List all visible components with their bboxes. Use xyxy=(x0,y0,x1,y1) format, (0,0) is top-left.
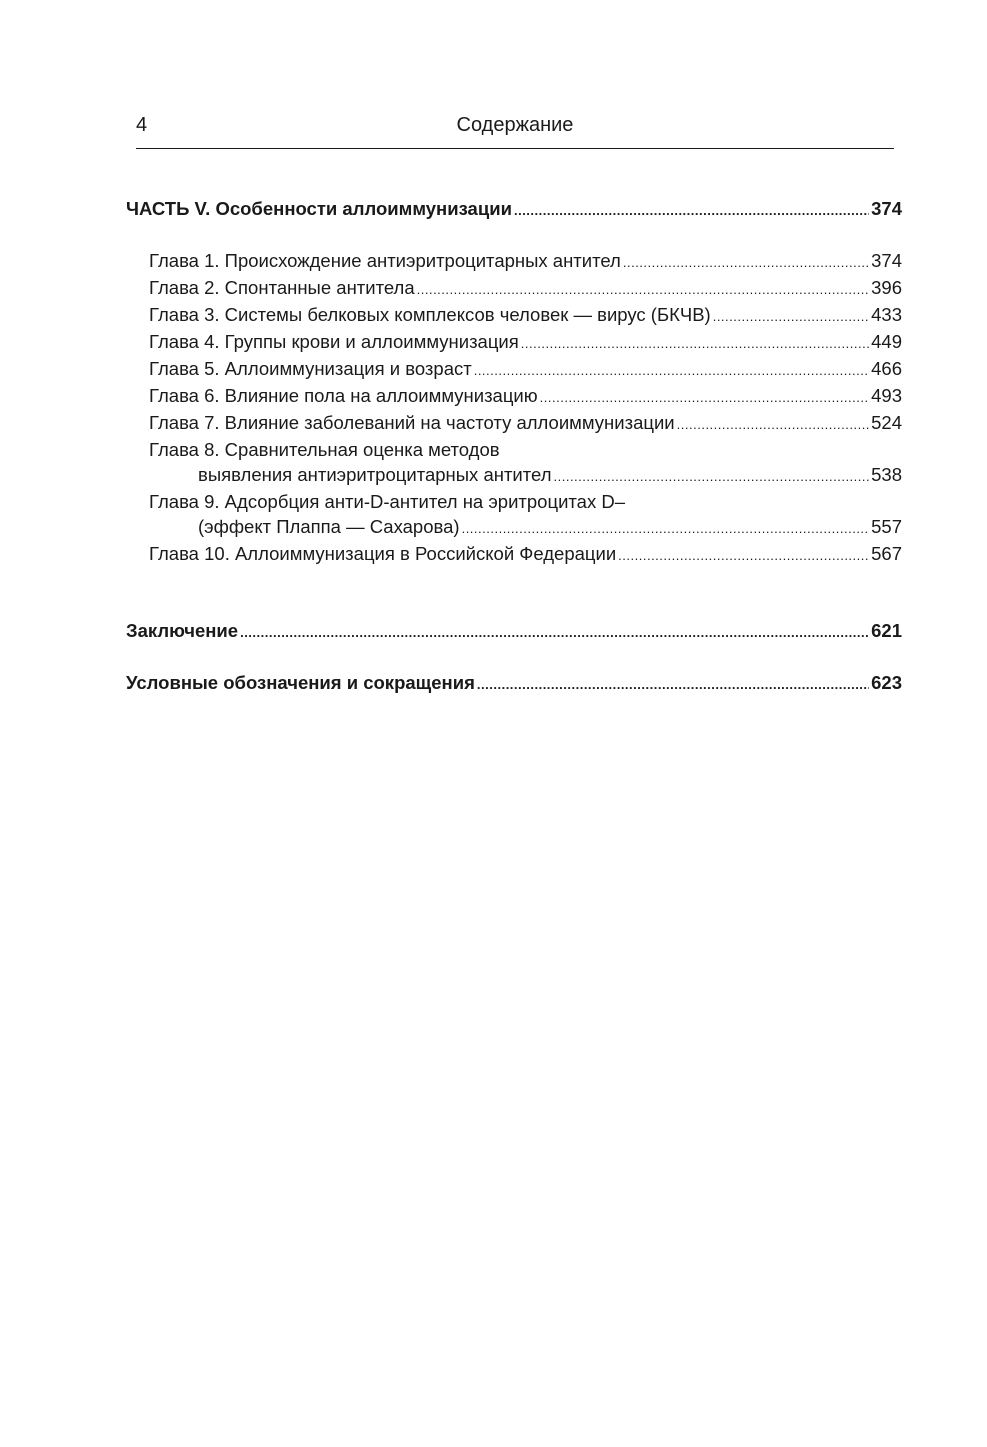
toc-entry-title: Глава 2. Спонтанные антитела xyxy=(149,277,415,298)
toc-entry-page: 623 xyxy=(871,672,902,693)
toc-entry-page: 374 xyxy=(871,250,902,271)
toc-entry-page: 433 xyxy=(871,304,902,325)
toc-entry-title: Глава 7. Влияние заболеваний на частоту аллоиммунизации xyxy=(149,412,675,433)
toc-entry-continuation xyxy=(126,462,902,489)
page-number: 4 xyxy=(136,114,148,136)
dot-leader xyxy=(417,277,870,302)
dot-leader xyxy=(623,250,869,275)
running-head xyxy=(136,112,894,142)
toc-entry-title-line1: Глава 9. Адсорбция анти-D-антител на эритроцитах D– xyxy=(149,491,625,512)
dot-leader xyxy=(554,464,870,489)
toc-chapter-4[interactable] xyxy=(126,329,902,356)
toc-entry-title: Условные обозначения и сокращения xyxy=(126,672,475,693)
dot-leader xyxy=(462,516,870,541)
toc-entry-page: 374 xyxy=(871,198,902,219)
toc-entry-page: 524 xyxy=(871,412,902,433)
toc-entry-title: Глава 1. Происхождение антиэритроцитарных антител xyxy=(149,250,621,271)
toc-entry-title: Глава 10. Аллоиммунизация в Российской Федерации xyxy=(149,543,617,564)
toc-chapter-2[interactable] xyxy=(126,275,902,302)
dot-leader xyxy=(713,304,869,329)
toc-chapter-8[interactable] xyxy=(126,437,902,489)
toc-entry-title: Глава 3. Системы белковых комплексов человек — вирус (БКЧВ) xyxy=(149,304,711,325)
toc-entry-page: 621 xyxy=(871,620,902,641)
dot-leader xyxy=(521,331,869,356)
toc-chapter-3[interactable] xyxy=(126,302,902,329)
dot-leader xyxy=(540,385,869,410)
toc-chapter-6[interactable] xyxy=(126,383,902,410)
spacer xyxy=(126,645,902,670)
toc-entry-page: 557 xyxy=(871,516,902,537)
dot-leader xyxy=(514,198,869,223)
header-rule xyxy=(136,148,894,149)
toc-chapter-10[interactable] xyxy=(126,541,902,568)
toc-entry-title-line2: (эффект Плаппа — Сахарова) xyxy=(198,516,460,537)
dot-leader xyxy=(618,543,869,568)
toc-entry-page: 396 xyxy=(871,277,902,298)
toc-entry-page: 538 xyxy=(871,464,902,485)
toc-chapter-1[interactable] xyxy=(126,248,902,275)
table-of-contents xyxy=(126,196,902,697)
toc-chapter-9[interactable] xyxy=(126,489,902,541)
toc-entry-page: 493 xyxy=(871,385,902,406)
toc-entry-continuation xyxy=(126,514,902,541)
toc-abbreviations[interactable] xyxy=(126,670,902,697)
running-title: Содержание xyxy=(456,114,574,136)
toc-entry-title: Глава 6. Влияние пола на аллоиммунизацию xyxy=(149,385,538,406)
toc-entry-title-line1: Глава 8. Сравнительная оценка методов xyxy=(149,439,500,460)
toc-entry-page: 466 xyxy=(871,358,902,379)
toc-entry-page: 567 xyxy=(871,543,902,564)
toc-entry-title: Заключение xyxy=(126,620,239,641)
toc-conclusion[interactable] xyxy=(126,618,902,645)
toc-entry-page: 449 xyxy=(871,331,902,352)
toc-part-v[interactable] xyxy=(126,196,902,223)
spacer xyxy=(126,568,902,618)
dot-leader xyxy=(474,358,869,383)
toc-entry-title-line2: выявления антиэритроцитарных антител xyxy=(198,464,552,485)
toc-entry-title: Глава 5. Аллоиммунизация и возраст xyxy=(149,358,472,379)
toc-chapter-7[interactable] xyxy=(126,410,902,437)
toc-chapter-5[interactable] xyxy=(126,356,902,383)
dot-leader xyxy=(240,620,869,645)
toc-entry-title: ЧАСТЬ V. Особенности аллоиммунизации xyxy=(126,198,512,219)
dot-leader xyxy=(477,672,869,697)
dot-leader xyxy=(677,412,869,437)
toc-entry-title: Глава 4. Группы крови и аллоиммунизация xyxy=(149,331,519,352)
